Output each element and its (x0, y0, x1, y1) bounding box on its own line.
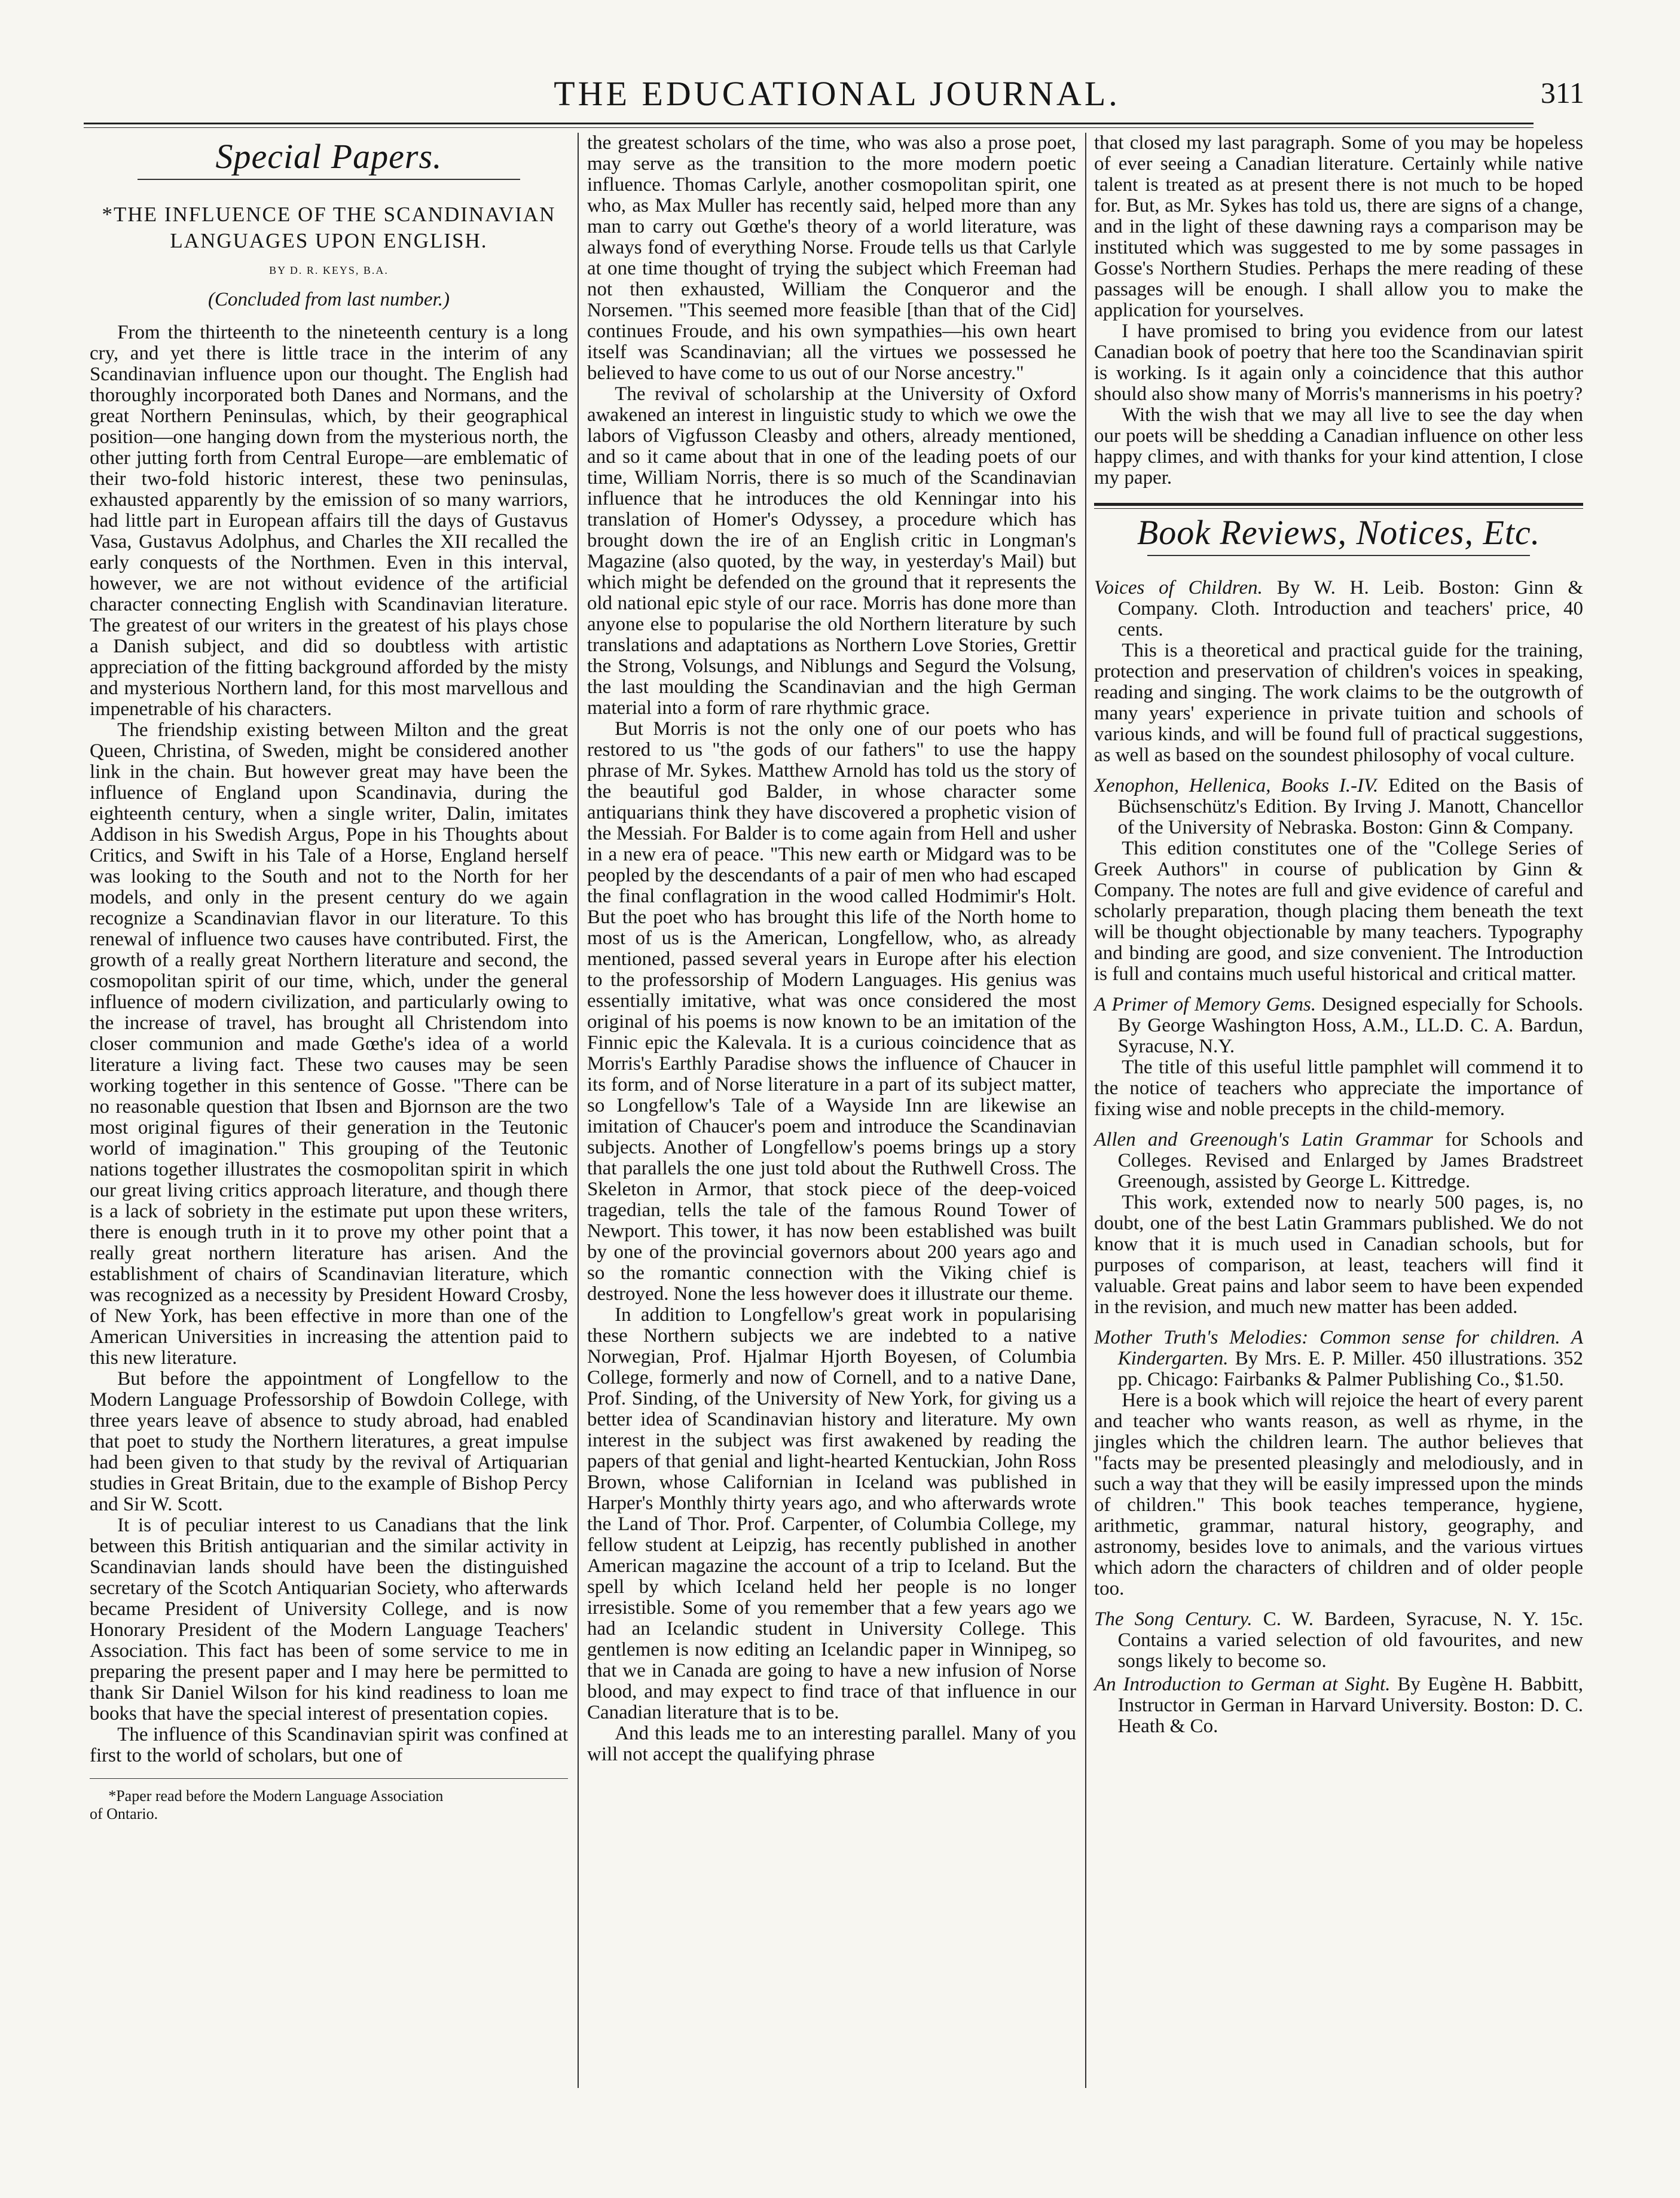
review-item (1094, 994, 1583, 1120)
review-title: Mother Truth's Melodies: Common sense for children. A Kindergarten. (1094, 1327, 1583, 1369)
paragraph: I have promised to bring you evidence from our latest Canadian book of poetry that here too the Scandinavian spirit is working. Is it again only a coincidence that this author should also show many of Morris's mannerisms in his poetry? (1094, 320, 1583, 405)
review-title: Voices of Children. (1094, 577, 1263, 599)
paragraph: the greatest scholars of the time, who was also a prose poet, may serve as the transition to the more modern poetic influence. Thomas Carlyle, another cosmopolitan spirit, one who, as Max Muller has recently said, helped more than any man to carry out Gœthe's theory of a world literature, was always fond of everything Norse. Froude tells us that Carlyle at one time thought of trying the subject which Freeman had not then exhausted, William the Conqueror and the Norsemen. "This seemed more feasible [than that of the Cid] continues Froude, and his own sympathies—his own heart itself was Scandinavian; all the virtues we possessed he believed to have come to us out of our Norse ancestry." (587, 132, 1076, 384)
article-byline: BY D. R. KEYS, B.A. (269, 264, 389, 276)
review-item (1094, 776, 1583, 985)
review-details: Designed especially for Schools. By George Washington Hoss, A.M., LL.D. C. A. Bardun, Syracuse, N.Y. (1117, 994, 1584, 1057)
page-number: 311 (1540, 76, 1584, 109)
review-details: C. W. Bardeen, Syracuse, N. Y. 15c. Contains a varied selection of old favourites, and new songs likely to become so. (1117, 1608, 1584, 1672)
section-heading-special-papers: Special Papers. (215, 137, 442, 176)
column-two (587, 133, 1076, 1765)
review-details: By Eugène H. Babbitt, Instructor in German in Harvard University. Boston: D. C. Heath & Co. (1117, 1674, 1584, 1737)
section-divider (1094, 503, 1583, 509)
paragraph: It is of peculiar interest to us Canadians that the link between this British antiquarian and the similar activity in Scandinavian lands should have been the distinguished secretary of the Scotch Antiquarian Society, who afterwards became President of University College, and is now Honorary President of the Modern Language Teachers' Association. This fact has been of some service to me in preparing the present paper and I may here be permitted to thank Sir Daniel Wilson for his kind readiness to loan me books that have the special interest of presentation copies. (90, 1515, 568, 1724)
column-three (1094, 133, 1583, 1737)
review-title: An Introduction to German at Sight. (1094, 1674, 1391, 1695)
footnote-line: of Ontario. (90, 1805, 158, 1822)
review-entry (1094, 1674, 1583, 1737)
footnote-line: *Paper read before the Modern Language Association (108, 1787, 444, 1805)
review-item (1094, 578, 1583, 766)
footnote (90, 1778, 568, 1823)
paragraph: The friendship existing between Milton and the great Queen, Christina, of Sweden, might be considered another link in the chain. But however great may have been the influence of England upon Scandinavia, during the eighteenth century, when a single writer, Dalin, imitates Addison in his Swedish Argus, Pope in his Thoughts about Critics, and Swift in his Tale of a Horse, England herself was looking to the South and not to the North for her models, and only in the present century do we again recognize a Scandinavian flavor in our literature. To this renewal of influence two causes have contributed. First, the growth of a really great Northern literature and second, the cosmopolitan spirit of our time, which, under the general influence of modern civilization, and particularly owing to the increase of travel, has brought all Christendom into closer communion and made Gœthe's idea of a world literature a living fact. These two causes may be seen working together in this sentence of Gosse. "There can be no reasonable question that Ibsen and Bjornson are the two most original figures of their generation in the Teutonic world of imagination." This grouping of the Teutonic nations together illustrates the cosmopolitan spirit in which our great living critics approach literature, and though there is a lack of sobriety in the estimate put upon these writers, there is enough truth in it to prove my other point that a really great northern literature has arisen. And the establishment of chairs of Scandinavian literature, which was recognized as a necessity by President Howard Crosby, of New York, has been effective in more than one of the American Universities in increasing the attention paid to this new literature. (90, 719, 568, 1369)
section-rule (1147, 555, 1530, 556)
review-details: Edited on the Basis of Büchsenschütz's Edition. By Irving J. Manott, Chancellor of the University of Nebraska. Boston: Ginn & Company. (1117, 775, 1583, 838)
review-item (1094, 1129, 1583, 1318)
review-entry (1094, 1609, 1583, 1672)
review-body: Here is a book which will rejoice the heart of every parent and teacher who wants reason, as well as rhyme, in the jingles which the children learn. The author believes that "facts may be presented pleasingly and melodiously, and in such a way that they will be easily impressed upon the minds of children." This book teaches temperance, hygiene, arithmetic, grammar, natural history, geography, and astronomy, besides love to animals, and the various virtues which adorn the characters of children and of older people too. (1094, 1390, 1583, 1599)
review-item (1094, 1327, 1583, 1599)
paragraph: From the thirteenth to the nineteenth century is a long cry, and yet there is little trace in the interim of any Scandinavian influence upon our thought. The English had thoroughly incorporated both Danes and Normans, and the great Northern Peninsulas, which, by their geographical position—one hanging down from the mysterious north, the other jutting forth from Central Europe—are emblematic of their two-fold historic interest, these two peninsulas, exhausted apparently by the emission of so many warriors, had little part in European affairs till the days of Gustavus Vasa, Gustavus Adolphus, and Charles the XII recalled the early conquests of the Northmen. Even in this interval, however, we are not without evidence of the artificial character connecting English with Scandinavian literature. The greatest of our writers in the greatest of his plays chose a Danish subject, and did so doubtless with artistic appreciation of the fitting background afforded by the misty and mysterious Northern land, for this most marvellous and impenetrable of his characters. (90, 322, 568, 720)
paragraph: The influence of this Scandinavian spirit was confined at first to the world of scholars, but one of (90, 1724, 568, 1766)
review-details: for Schools and Colleges. Revised and Enlarged by James Bradstreet Greenough, assisted by George L. Kittredge. (1117, 1129, 1583, 1192)
review-entry (1094, 1327, 1583, 1390)
article-continuation-note: (Concluded from last number.) (208, 289, 450, 310)
column-rule-right (1085, 133, 1086, 2088)
review-body: This edition constitutes one of the "College Series of Greek Authors" in course of publication by Ginn & Company. The notes are full and give evidence of careful and scholarly preparation, though placing them beneath the text will be thought objectionable by many teachers. Typography and binding are good, and size convenient. The Introduction is full and contains much useful historical and critical matter. (1094, 838, 1583, 985)
running-title: THE EDUCATIONAL JOURNAL. (554, 74, 1120, 113)
article-title: *THE INFLUENCE OF THE SCANDINAVIAN LANGUAGES UPON ENGLISH. (102, 203, 556, 252)
paragraph: With the wish that we may all live to see the day when our poets will be shedding a Canadian influence on other less happy climes, and with thanks for your kind attention, I close my paper. (1094, 404, 1583, 489)
paragraph: And this leads me to an interesting parallel. Many of you will not accept the qualifying phrase (587, 1723, 1076, 1765)
review-item (1094, 1674, 1583, 1737)
section-heading-book-reviews: Book Reviews, Notices, Etc. (1137, 513, 1541, 552)
review-body: This work, extended now to nearly 500 pages, is, no doubt, one of the best Latin Grammars published. We do not know that it is much used in Canadian schools, but for purposes of comparison, at least, teachers will find it valuable. Great pains and labor seem to have been expended in the revision, and much new matter has been added. (1094, 1192, 1583, 1318)
column-rule-left (578, 133, 579, 2088)
review-entry (1094, 1129, 1583, 1192)
review-title: A Primer of Memory Gems. (1094, 994, 1316, 1015)
paragraph: In addition to Longfellow's great work in popularising these Northern subjects we are indebted to a native Norwegian, Prof. Hjalmar Hjorth Boyesen, of Columbia College, formerly and now of Cornell, and to a native Dane, Prof. Sinding, of the University of New York, for giving us a better idea of Scandinavian history and literature. My own interest in the subject was first awakened by reading the papers of that genial and light-hearted Kentuckian, John Ross Brown, whose Californian in Iceland was published in Harper's Monthly thirty years ago, and who afterwards wrote the Land of Thor. Prof. Carpenter, of Columbia College, my fellow student at Leipzig, has recently published in another American magazine the account of a trip to Iceland. But the spell by which Iceland held her people is no longer irresistible. Some of you remember that a few years ago we had an Icelandic student in University College. This gentlemen is now editing an Icelandic paper in Winnipeg, so that we in Canada are going to have a new infusion of Norse blood, and may expect to find trace of that influence in our Canadian literature that is to be. (587, 1304, 1076, 1723)
review-body: The title of this useful little pamphlet will commend it to the notice of teachers who appreciate the importance of fixing wise and noble precepts in the child-memory. (1094, 1057, 1583, 1120)
review-entry (1094, 994, 1583, 1057)
paragraph: But Morris is not the only one of our poets who has restored to us "the gods of our fathers" to use the happy phrase of Mr. Sykes. Matthew Arnold has told us the story of the beautiful god Balder, in whose character some antiquarians think they have discovered a prophetic vision of the Messiah. For Balder is to come again from Hell and usher in a new era of peace. "This new earth or Midgard was to be peopled by the descendants of a pair of men who had escaped the final conflagration in the wood called Hodmimir's Holt. But the poet who has brought this life of the North home to most of us is the American, Longfellow, who, as already mentioned, passed several years in Europe after his election to the professorship of Modern Languages. His genius was essentially imitative, what was once considered the most original of his poems is now known to be an imitation of the Finnic epic the Kalevala. It is a curious coincidence that as Morris's Earthly Paradise shows the influence of Chaucer in its form, and of Norse literature in a part of its subject matter, so Longfellow's Tale of a Wayside Inn are likewise an imitation of Chaucer's poem and introduce the Scandinavian subjects. Another of Longfellow's poems brings up a story that parallels the one just told about the Ruthwell Cross. The Skeleton in Armor, that stock piece of the deep-voiced tragedian, tells the tale of the famous Round Tower of Newport. This tower, it has now been established was built by one of the provincial governors about 200 years ago and so the romantic connection with the Viking chief is destroyed. None the less however does it illustrate our theme. (587, 718, 1076, 1305)
header-rule (84, 123, 1534, 128)
review-details: By Mrs. E. P. Miller. 450 illustrations. 352 pp. Chicago: Fairbanks & Palmer Publishing Co., $1.50. (1117, 1348, 1583, 1390)
review-details: By W. H. Leib. Boston: Ginn & Company. Cloth. Introduction and teachers' price, 40 cents. (1117, 577, 1583, 640)
review-title: The Song Century. (1094, 1608, 1253, 1630)
review-title: Xenophon, Hellenica, Books I.-IV. (1094, 775, 1379, 796)
paragraph: The revival of scholarship at the University of Oxford awakened an interest in linguistic study to which we owe the labors of Vigfusson Cleasby and others, already mentioned, and so it came about that in one of the leading poets of our time, William Norris, there is so much of the Scandinavian influence that he introduces the old Kenningar into his translation of Homer's Odyssey, a procedure which has brought down the ire of an English critic in Longman's Magazine (also quoted, by the way, in yesterday's Mail) but which might be defended on the ground that it represents the old national epic style of our race. Morris has done more than anyone else to popularise the old Northern literature by such translations and adaptations as Northern Love Stories, Grettir the Strong, Volsungs, and Niblungs and Segurd the Volsung, the last moulding the Scandinavian and the high German material into a form of rare rhythmic grace. (587, 383, 1076, 719)
review-body: This is a theoretical and practical guide for the training, protection and preservation of children's voices in speaking, reading and singing. The work claims to be the outgrowth of many years' experience in private tuition and schools of various kinds, and will be found full of practical suggestions, as well as based on the soundest philosophy of vocal culture. (1094, 640, 1583, 766)
review-item (1094, 1609, 1583, 1672)
review-entry (1094, 578, 1583, 640)
page-header (84, 60, 1590, 114)
paragraph: that closed my last paragraph. Some of you may be hopeless of ever seeing a Canadian literature. Certainly while native talent is treated as at present there is not much to be hoped for. But, as Mr. Sykes has told us, there are signs of a change, and in the light of these dawning rays a comparison may be instituted which was suggested to me by some passages in Gosse's Northern Studies. Perhaps the mere reading of these passages will be enough. I shall allow you to make the application for yourselves. (1094, 132, 1583, 321)
column-one (90, 133, 568, 1823)
review-title: Allen and Greenough's Latin Grammar (1094, 1129, 1433, 1150)
section-rule (138, 179, 520, 180)
paragraph: But before the appointment of Longfellow to the Modern Language Professorship of Bowdoin College, with three years leave of absence to study abroad, had enabled that poet to study the Northern literatures, a great impulse had been given to that study by the revival of Artiquarian studies in Great Britain, due to the example of Bishop Percy and Sir W. Scott. (90, 1368, 568, 1515)
review-entry (1094, 776, 1583, 838)
